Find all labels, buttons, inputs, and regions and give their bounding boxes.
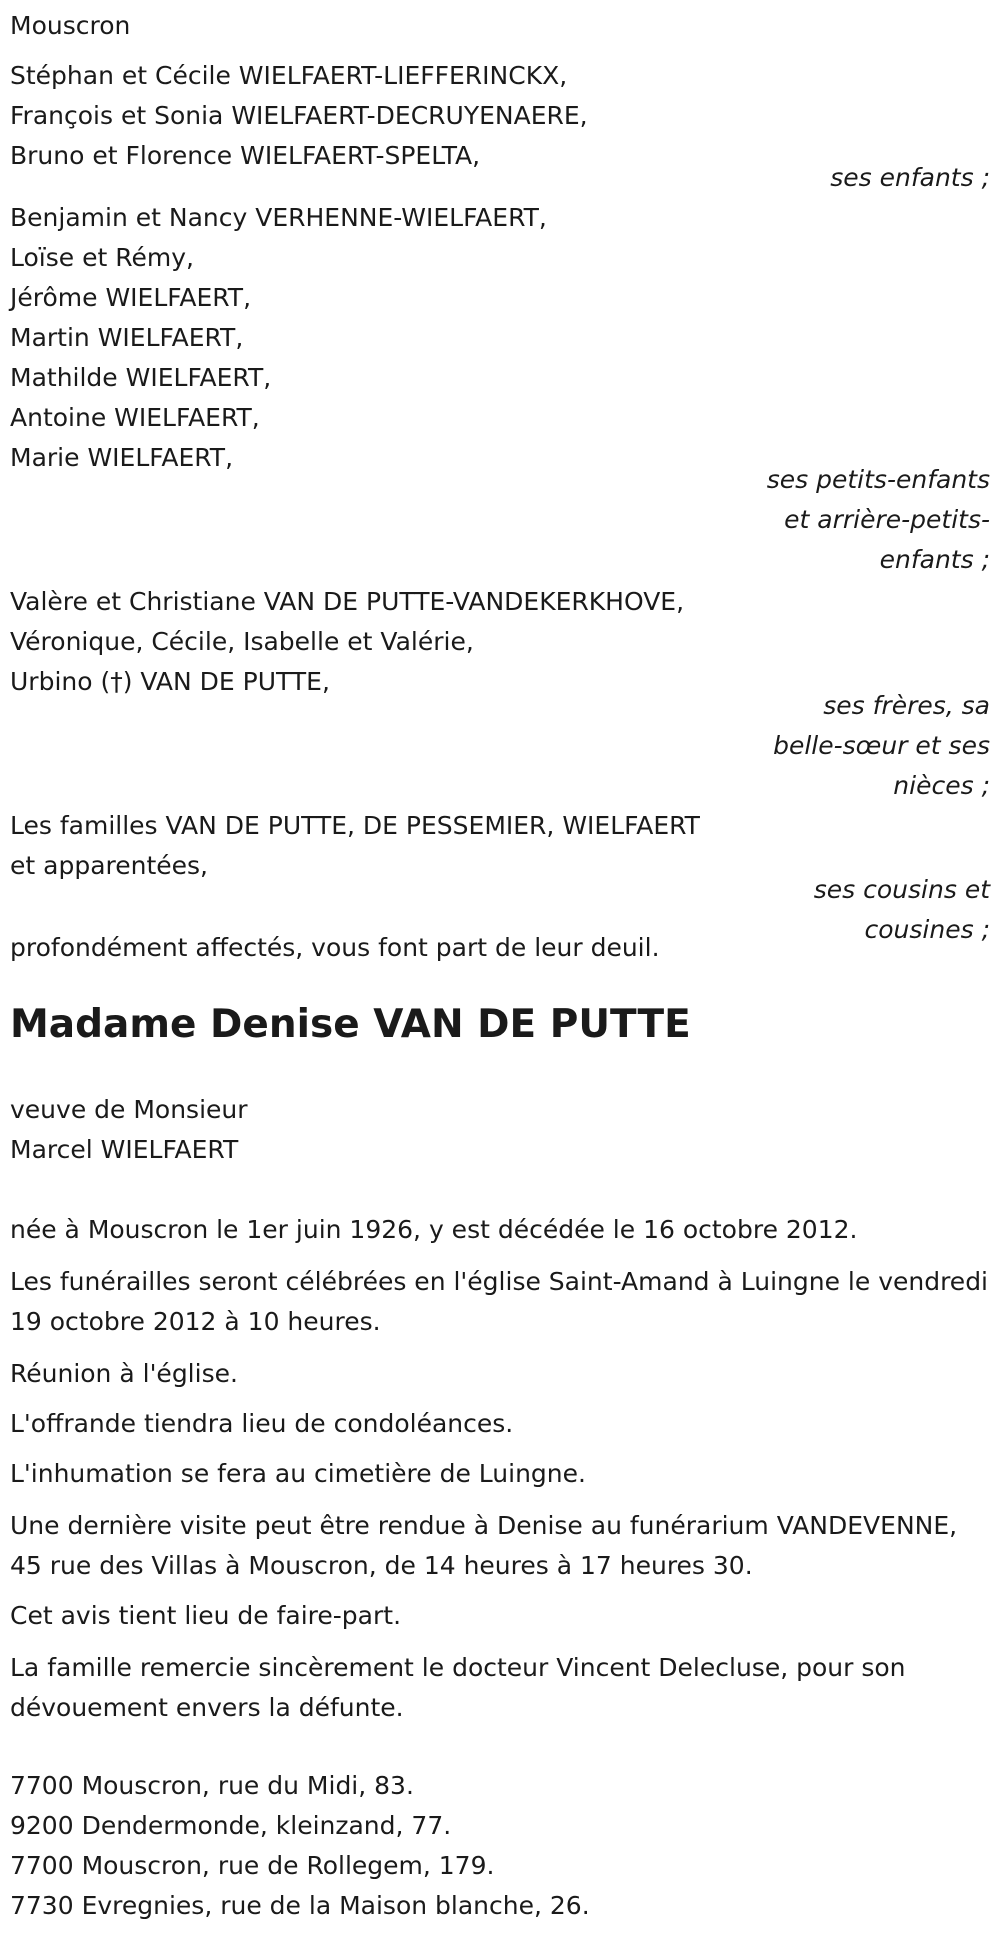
list-item: Marie WIELFAERT, xyxy=(10,443,234,472)
list-item: Benjamin et Nancy VERHENNE-WIELFAERT, xyxy=(10,203,547,232)
list-item: François et Sonia WIELFAERT-DECRUYENAERE, xyxy=(10,101,588,130)
offering-paragraph: L'offrande tiendra lieu de condoléances. xyxy=(10,1409,514,1438)
list-item: 7700 Mouscron, rue du Midi, 83. xyxy=(10,1771,414,1800)
thanks-paragraph: La famille remercie sincèrement le docteur Vincent Delecluse, pour son dévouement envers la défunte. xyxy=(10,1653,906,1722)
visit-paragraph: Une dernière visite peut être rendue à Denise au funérarium VANDEVENNE, 45 rue des Villas à Mouscron, de 14 heures à 17 heures 30. xyxy=(10,1511,958,1580)
list-item: Loïse et Rémy, xyxy=(10,243,194,272)
list-item: 7700 Mouscron, rue de Rollegem, 179. xyxy=(10,1851,495,1880)
widow-of: veuve de Monsieur Marcel WIELFAERT xyxy=(10,1095,248,1164)
addresses-list xyxy=(10,1766,590,1926)
location: Mouscron xyxy=(10,11,131,40)
grandchildren-list xyxy=(10,198,547,478)
list-item: 7730 Evregnies, rue de la Maison blanche, 26. xyxy=(10,1891,590,1920)
list-item: Mathilde WIELFAERT, xyxy=(10,363,272,392)
list-item: Jérôme WIELFAERT, xyxy=(10,283,252,312)
families-relation-label: ses cousins et cousines ; xyxy=(813,875,990,944)
list-item: Valère et Christiane VAN DE PUTTE-VANDEKERKHOVE, xyxy=(10,587,685,616)
deceased-name: Madame Denise VAN DE PUTTE xyxy=(10,1002,691,1047)
list-item: Véronique, Cécile, Isabelle et Valérie, xyxy=(10,627,474,656)
list-item: 9200 Dendermonde, kleinzand, 77. xyxy=(10,1811,452,1840)
list-item: Les familles VAN DE PUTTE, DE PESSEMIER, WIELFAERT xyxy=(10,811,700,840)
families-list xyxy=(10,806,700,886)
funeral-paragraph: Les funérailles seront célébrées en l'église Saint-Amand à Luingne le vendredi 19 octobre 2012 à 10 heures. xyxy=(10,1267,989,1336)
siblings-list xyxy=(10,582,684,702)
children-list xyxy=(10,56,588,176)
meeting-paragraph: Réunion à l'église. xyxy=(10,1359,238,1388)
list-item: Stéphan et Cécile WIELFAERT-LIEFFERINCKX, xyxy=(10,61,568,90)
list-item: et apparentées, xyxy=(10,851,208,880)
siblings-relation-label: ses frères, sa belle-sœur et ses nièces ; xyxy=(773,691,990,800)
list-item: Urbino (†) VAN DE PUTTE, xyxy=(10,667,330,696)
list-item: Antoine WIELFAERT, xyxy=(10,403,260,432)
notice-paragraph: Cet avis tient lieu de faire-part. xyxy=(10,1601,402,1630)
burial-paragraph: L'inhumation se fera au cimetière de Luingne. xyxy=(10,1459,586,1488)
grandchildren-relation-label: ses petits-enfants et arrière-petits- enfants ; xyxy=(766,465,990,574)
list-item: Bruno et Florence WIELFAERT-SPELTA, xyxy=(10,141,481,170)
list-item: Martin WIELFAERT, xyxy=(10,323,244,352)
birth-death-paragraph: née à Mouscron le 1er juin 1926, y est décédée le 16 octobre 2012. xyxy=(10,1215,858,1244)
closing-line: profondément affectés, vous font part de leur deuil. xyxy=(10,933,660,962)
children-relation-label: ses enfants ; xyxy=(830,163,990,192)
